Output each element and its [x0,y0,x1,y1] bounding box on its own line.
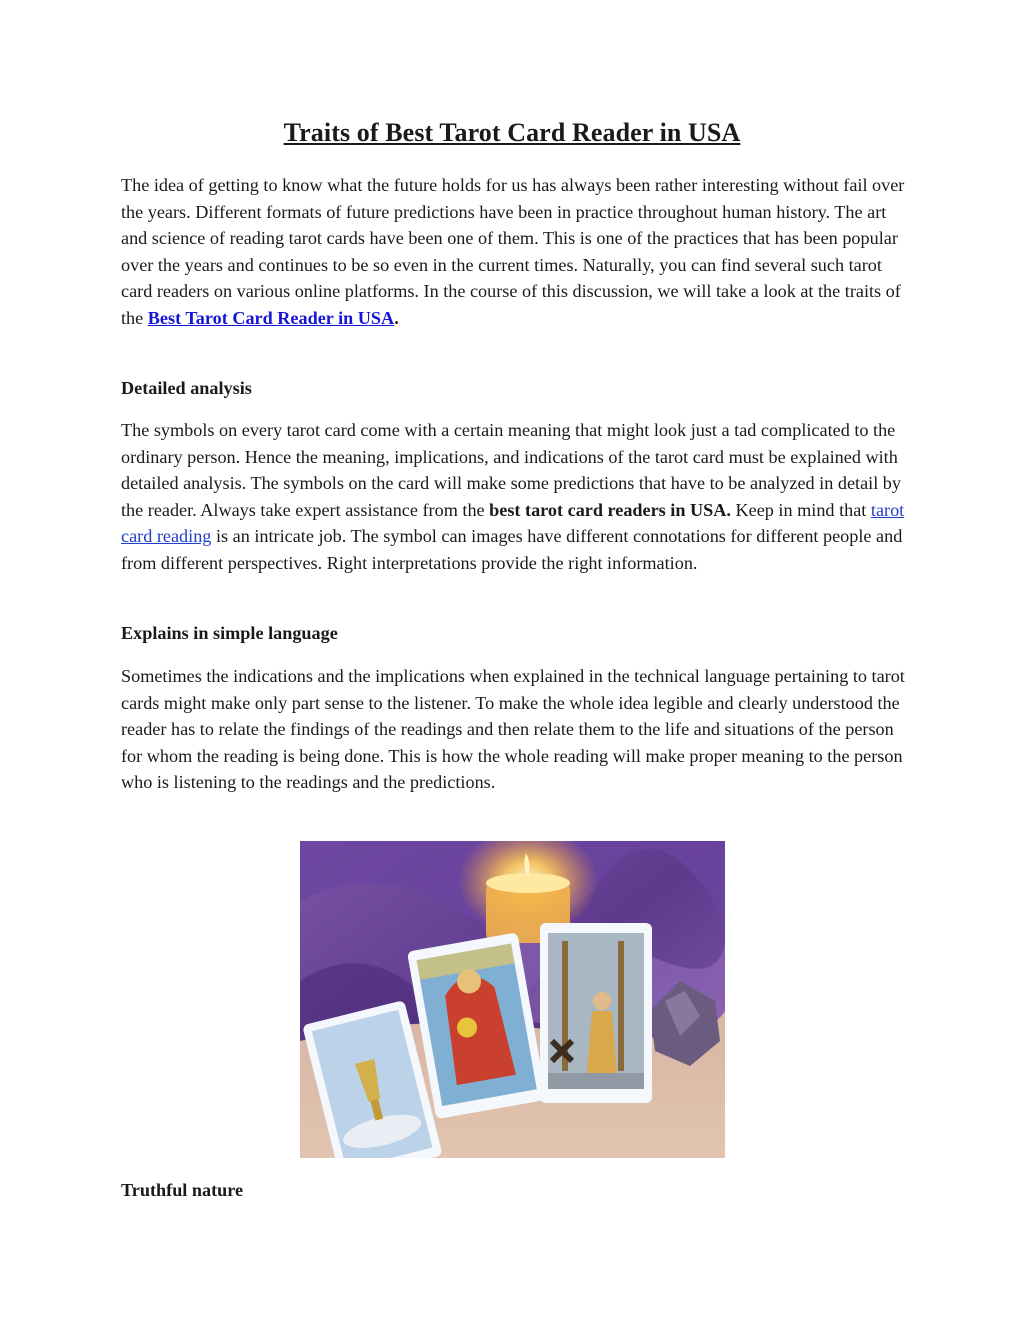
detailed-analysis-text-2: Keep in mind that [730,499,871,520]
intro-text: The idea of getting to know what the future holds for us has always been rather interesting without fail over the years. Different formats of future predictions have been in practice throughout human history. The art and science of reading tarot cards have been one of them. This is one of the practices that has been popular over the years and continues to be so even in the current times. Naturally, you can find several such tarot card readers on various online platforms. In the course of this discussion, we will take a look at the traits of the [121,175,905,328]
best-tarot-reader-link[interactable]: Best Tarot Card Reader in USA [147,307,395,328]
section-heading-truthful-nature: Truthful nature [121,1180,244,1200]
detailed-analysis-text: The symbols on every tarot card come with a certain meaning that might look just a tad complicated to the ordinary person. Hence the meaning, implications, and indications of the tarot card must be explained with detailed analysis. The symbols on the card will make some predictions that have to be analyzed in detail by the reader. Always take expert assistance from the [121,420,901,520]
detailed-analysis-paragraph [121,417,911,577]
detailed-analysis-text-3: is an intricate job. The symbol can images have different connotations for different people and from different perspectives. Right interpretations provide the right information. [121,526,903,573]
intro-end: . [394,307,399,328]
detailed-analysis-bold: best tarot card readers in USA. [489,499,731,520]
intro-paragraph [121,172,911,332]
page-title: Traits of Best Tarot Card Reader in USA [283,118,741,147]
tarot-cards-candle-photo [300,841,725,1158]
section-heading-detailed-analysis: Detailed analysis [121,378,252,398]
tarot-card-reading-link[interactable]: tarot card reading [121,499,905,547]
simple-language-paragraph: Sometimes the indications and the implications when explained in the technical language pertaining to tarot cards might make only part sense to the listener. To make the whole idea legible and clearly understood the reader has to relate the findings of the readings and then relate them to the life and situations of the person for whom the reading is being done. This is how the whole reading will make proper meaning to the person who is listening to the readings and the predictions. [121,666,905,793]
section-heading-simple-language: Explains in simple language [121,623,338,643]
